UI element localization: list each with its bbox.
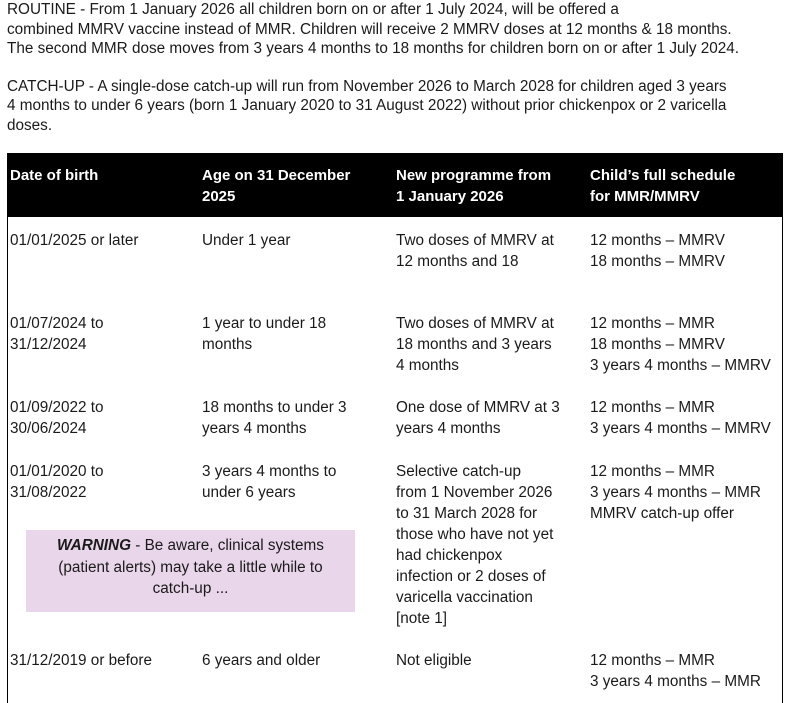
header-text: Age on 31 December — [202, 167, 351, 184]
cell-dob — [10, 230, 195, 251]
routine-line-1: - From 1 January 2026 all children born on or after 1 July 2024, will be offered a — [75, 1, 619, 18]
cell-schedule — [590, 461, 785, 524]
cell-line: 12 months – MMR — [590, 399, 715, 416]
header-text: New programme from — [396, 167, 552, 184]
cell-schedule — [590, 650, 785, 692]
cell-line: 12 months – MMR — [590, 315, 715, 332]
cell-line: 12 months – MMR — [590, 463, 715, 480]
cell-line: those who have not yet — [396, 526, 554, 543]
cell-line: years 4 months — [202, 420, 307, 437]
cell-programme — [396, 230, 581, 272]
intro-text — [7, 0, 783, 136]
cell-line: 12 months and 18 — [396, 253, 519, 270]
catchup-paragraph — [7, 77, 783, 136]
cell-line: had chickenpox — [396, 547, 503, 564]
cell-line: years 4 months — [396, 420, 501, 437]
table-header — [8, 153, 782, 217]
cell-line: Two doses of MMRV at — [396, 315, 554, 332]
cell-line: One dose of MMRV at 3 — [396, 399, 560, 416]
routine-line-3: The second MMR dose moves from 3 years 4 months to 18 months for children born on or after 1 July 2024. — [7, 40, 740, 58]
cell-line: 01/01/2020 to — [10, 463, 104, 480]
cell-line: Two doses of MMRV at — [396, 232, 554, 249]
catchup-line-2: 4 months to under 6 years (born 1 January 2020 to 31 August 2022) without prior chickenpox or 2 varicella — [7, 97, 727, 115]
header-age — [202, 165, 387, 207]
cell-line: 30/06/2024 — [10, 420, 87, 437]
cell-dob — [10, 461, 195, 503]
cell-schedule — [590, 313, 785, 376]
cell-line: 4 months — [396, 357, 459, 374]
cell-schedule — [590, 230, 785, 272]
cell-line: 18 months and 3 years — [396, 336, 552, 353]
cell-line: Selective catch-up — [396, 463, 521, 480]
header-text: 1 January 2026 — [396, 188, 504, 205]
cell-programme — [396, 461, 581, 629]
catchup-line-3: doses. — [7, 116, 53, 134]
cell-line: 6 years and older — [202, 652, 321, 669]
cell-line: Under 1 year — [202, 232, 291, 249]
cell-line: 18 months – MMRV — [590, 336, 725, 353]
warning-line-2: (patient alerts) may take a little while to — [58, 558, 323, 576]
cell-line: 3 years 4 months – MMR — [590, 673, 761, 690]
warning-callout — [26, 530, 355, 612]
cell-line: from 1 November 2026 — [396, 484, 553, 501]
cell-dob — [10, 313, 195, 355]
header-new-programme — [396, 165, 581, 207]
cell-line: 12 months – MMR — [590, 652, 715, 669]
cell-age — [202, 313, 387, 355]
cell-line: to 31 March 2028 for — [396, 505, 538, 522]
routine-paragraph — [7, 0, 783, 59]
header-text: Child’s full schedule — [590, 167, 736, 184]
warning-line-1: - Be aware, clinical systems — [130, 537, 324, 554]
cell-age — [202, 230, 387, 251]
routine-line-2: combined MMRV vaccine instead of MMR. Children will receive 2 MMRV doses at 12 months & 18 months. — [7, 20, 732, 38]
cell-line: 01/09/2022 to — [10, 399, 104, 416]
cell-age — [202, 397, 387, 439]
cell-schedule — [590, 397, 785, 439]
cell-line: 31/12/2019 or before — [10, 652, 153, 669]
cell-line: 31/08/2022 — [10, 484, 87, 501]
routine-label: ROUTINE — [7, 1, 76, 18]
cell-line: under 6 years — [202, 484, 296, 501]
cell-line: 3 years 4 months – MMRV — [590, 357, 771, 374]
header-text: Date of birth — [10, 167, 99, 184]
warning-label: WARNING — [57, 537, 131, 554]
cell-programme — [396, 650, 581, 671]
cell-line: 01/01/2025 or later — [10, 232, 139, 249]
header-date-of-birth — [10, 165, 195, 186]
warning-line-3: catch-up ... — [152, 580, 229, 597]
cell-line: months — [202, 336, 253, 353]
cell-line: 18 months – MMRV — [590, 253, 725, 270]
cell-line: 1 year to under 18 — [202, 315, 327, 332]
header-full-schedule — [590, 165, 785, 207]
cell-dob — [10, 397, 195, 439]
cell-line: 3 years 4 months – MMRV — [590, 420, 771, 437]
cell-dob — [10, 650, 195, 671]
schedule-table — [7, 153, 783, 703]
header-text: 2025 — [202, 188, 236, 205]
cell-line: 18 months to under 3 — [202, 399, 347, 416]
cell-programme — [396, 313, 581, 376]
cell-line: Not eligible — [396, 652, 472, 669]
header-text: for MMR/MMRV — [590, 188, 700, 205]
cell-line: infection or 2 doses of — [396, 568, 546, 585]
cell-age — [202, 461, 387, 503]
cell-line: 31/12/2024 — [10, 336, 87, 353]
cell-line: varicella vaccination — [396, 589, 533, 606]
cell-line: 3 years 4 months to — [202, 463, 337, 480]
cell-line: 12 months – MMRV — [590, 232, 725, 249]
cell-age — [202, 650, 387, 671]
cell-line: [note 1] — [396, 610, 448, 627]
cell-line: 01/07/2024 to — [10, 315, 104, 332]
cell-line: MMRV catch-up offer — [590, 505, 734, 522]
catchup-line-1: CATCH-UP - A single-dose catch-up will run from November 2026 to March 2028 for children aged 3 years — [7, 77, 727, 95]
cell-line: 3 years 4 months – MMR — [590, 484, 761, 501]
cell-programme — [396, 397, 581, 439]
